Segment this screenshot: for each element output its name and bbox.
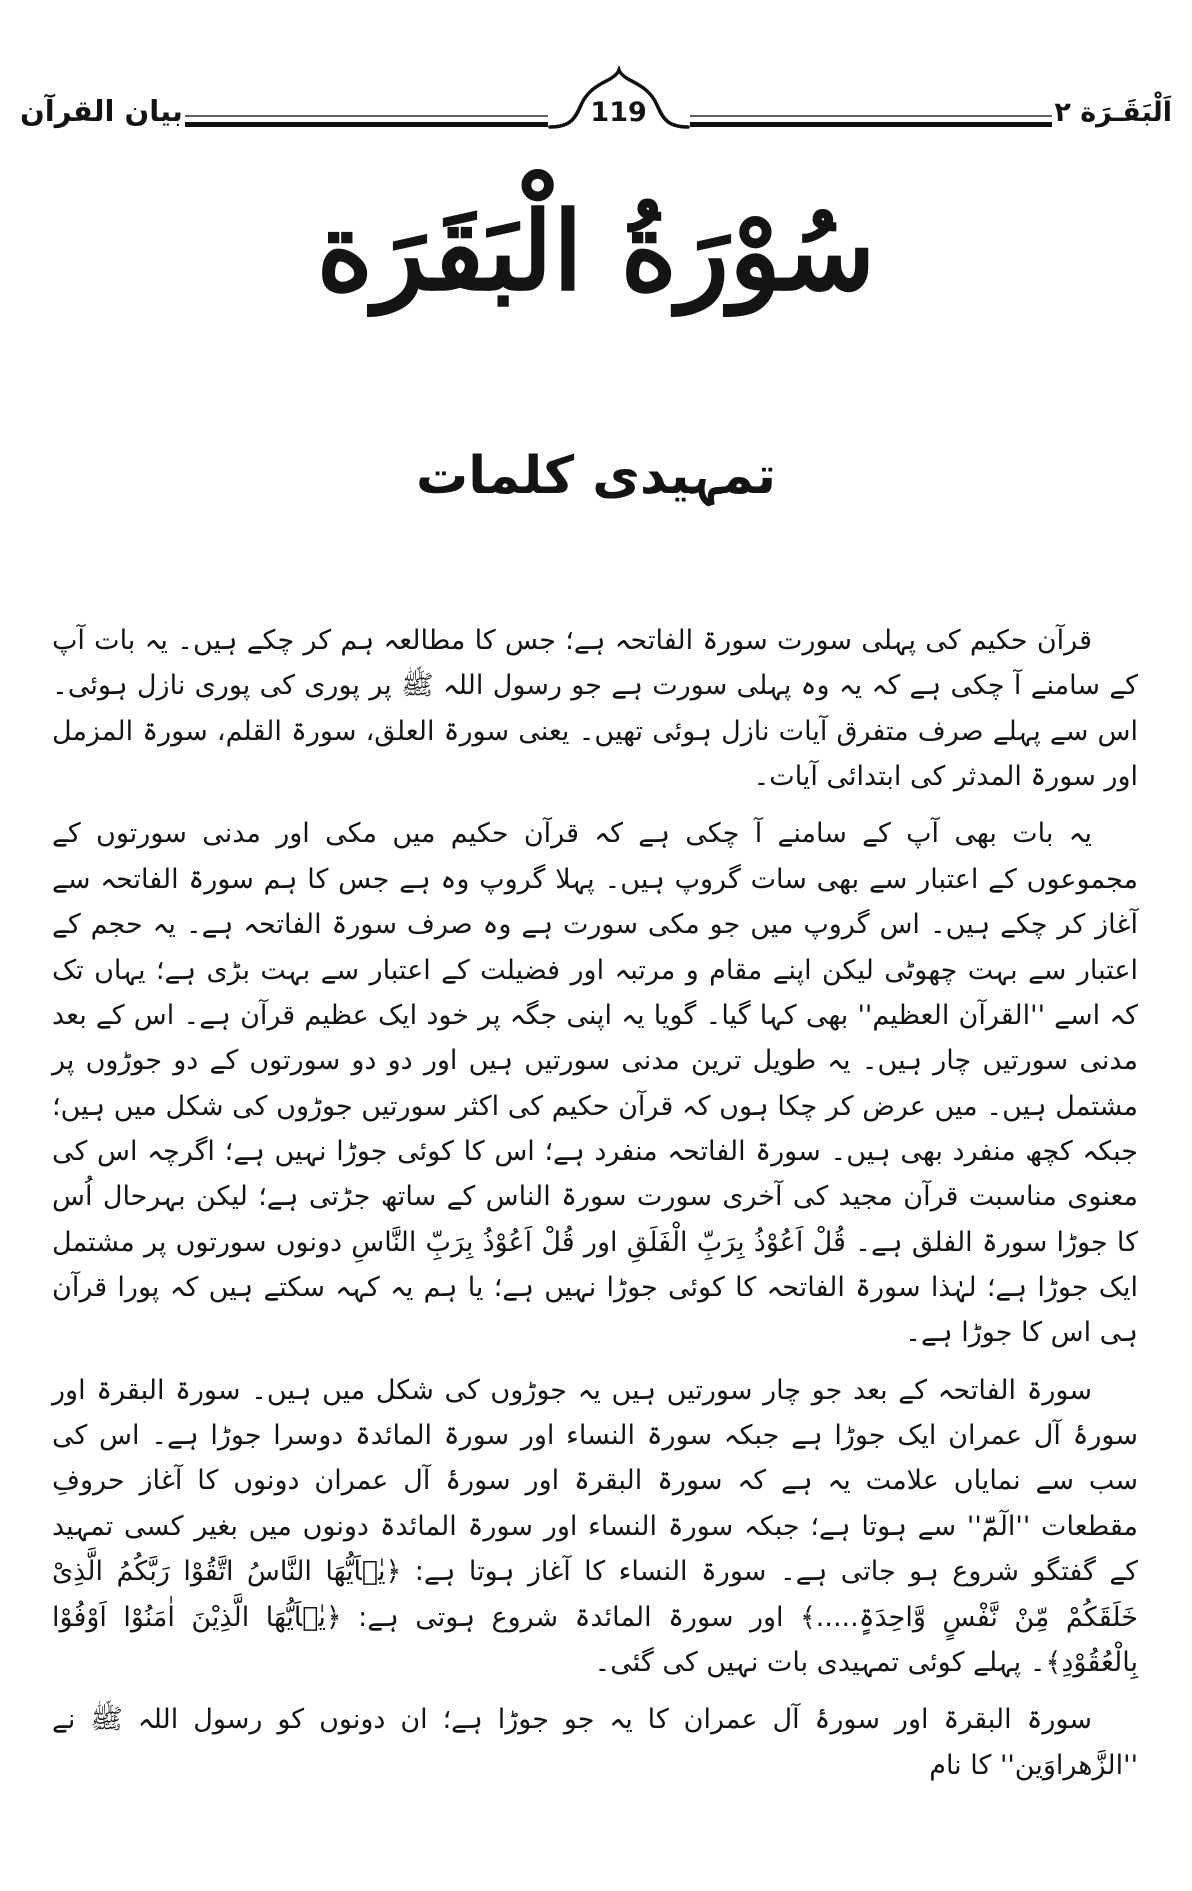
page-header xyxy=(0,56,1192,130)
header-rule-thick xyxy=(690,122,1053,127)
body-text xyxy=(52,618,1138,1800)
page-number: 119 xyxy=(590,97,647,128)
book-title: بیان القرآن xyxy=(20,94,183,128)
body-paragraph: یہ بات بھی آپ کے سامنے آ چکی ہے کہ قرآن حکیم میں مکی اور مدنی سورتوں کے مجموعوں کے اعتبار سے بھی سات گروپ ہیں۔ پہلا گروپ وہ ہے جس کا ہم سورۃ الفاتحہ سے آغاز کر چکے ہیں۔ اس گروپ میں جو مکی سورت ہے وہ صرف سورۃ الفاتحہ ہے۔ یہ حجم کے اعتبار سے بہت چھوٹی لیکن اپنے مقام و مرتبہ اور فضیلت کے اعتبار سے بہت بڑی ہے؛ یہاں تک کہ اسے ''القرآن العظیم'' بھی کہا گیا۔ گویا یہ اپنی جگہ پر خود ایک عظیم قرآن ہے۔ اس کے بعد مدنی سورتیں چار ہیں۔ یہ طویل ترین مدنی سورتیں ہیں اور دو دو سورتوں کے دو جوڑوں پر مشتمل ہیں۔ میں عرض کر چکا ہوں کہ قرآن حکیم کی اکثر سورتیں جوڑوں کی شکل میں ہیں؛ جبکہ کچھ منفرد بھی ہیں۔ سورۃ الفاتحہ منفرد ہے؛ اس کا کوئی جوڑا نہیں ہے؛ اگرچہ اس کی معنوی مناسبت قرآن مجید کی آخری سورت سورۃ الناس کے ساتھ جڑتی ہے؛ لیکن بہرحال اُس کا جوڑا سورۃ الفلق ہے۔ قُلْ اَعُوْذُ بِرَبِّ الْفَلَقِ اور قُلْ اَعُوْذُ بِرَبِّ النَّاسِ دونوں سورتوں پر مشتمل ایک جوڑا ہے؛ لہٰذا سورۃ الفاتحہ کا کوئی جوڑا نہیں ہے؛ یا ہم یہ کہہ سکتے ہیں کہ پورا قرآن ہی اس کا جوڑا ہے۔ xyxy=(52,818,1138,1349)
body-paragraph: سورۃ الفاتحہ کے بعد جو چار سورتیں ہیں یہ جوڑوں کی شکل میں ہیں۔ سورۃ البقرۃ اور سورۂ آل عمران ایک جوڑا ہے جبکہ سورۃ النساء اور سورۃ المائدۃ دوسرا جوڑا ہے۔ اس کی سب سے نمایاں علامت یہ ہے کہ سورۃ البقرۃ اور سورۂ آل عمران دونوں کا آغاز حروفِ مقطعات ''الٓمّٓ'' سے ہوتا ہے؛ جبکہ سورۃ النساء اور سورۃ المائدۃ دونوں میں بغیر کسی تمہید کے گفتگو شروع ہو جاتی ہے۔ سورۃ النساء کا آغاز ہوتا ہے: ﴿یٰۤاَیُّھَا النَّاسُ اتَّقُوْا رَبَّکُمُ الَّذِیْ خَلَقَکُمْ مِّنْ نَّفْسٍ وَّاحِدَۃٍ.....﴾ اور سورۃ المائدۃ شروع ہوتی ہے: ﴿یٰۤاَیُّھَا الَّذِیْنَ اٰمَنُوْا اَوْفُوْا بِالْعُقُوْدِ﴾۔ پہلے کوئی تمہیدی بات نہیں کی گئی۔ xyxy=(52,1374,1138,1678)
body-paragraph: قرآن حکیم کی پہلی سورت سورۃ الفاتحہ ہے؛ جس کا مطالعہ ہم کر چکے ہیں۔ یہ بات آپ کے سامنے آ چکی ہے کہ یہ وہ پہلی سورت ہے جو رسول اللہ ﷺ پر پوری کی پوری نازل ہوئی۔ اس سے پہلے صرف متفرق آیات نازل ہوئی تھیں۔ یعنی سورۃ العلق، سورۃ القلم، سورۃ المزمل اور سورۃ المدثر کی ابتدائی آیات۔ xyxy=(52,625,1138,793)
header-rule-thin xyxy=(185,115,548,117)
header-rule-left xyxy=(690,115,1053,130)
header-rule-thick xyxy=(185,122,548,127)
header-rule-right xyxy=(185,115,548,130)
header-rule-thin xyxy=(690,115,1053,117)
surah-title: سُوْرَةُ الْبَقَرَة xyxy=(316,189,876,315)
surah-label: اَلْبَقَـرَة ٢ xyxy=(1054,97,1173,128)
section-subtitle: تمہیدی کلمات xyxy=(416,446,776,506)
body-paragraph: سورۃ البقرۃ اور سورۂ آل عمران کا یہ جو جوڑا ہے؛ ان دونوں کو رسول اللہ ﷺ نے ''الزَّھراوَین'' کا نام xyxy=(52,1704,1138,1781)
page-number-cartouche xyxy=(548,66,690,130)
